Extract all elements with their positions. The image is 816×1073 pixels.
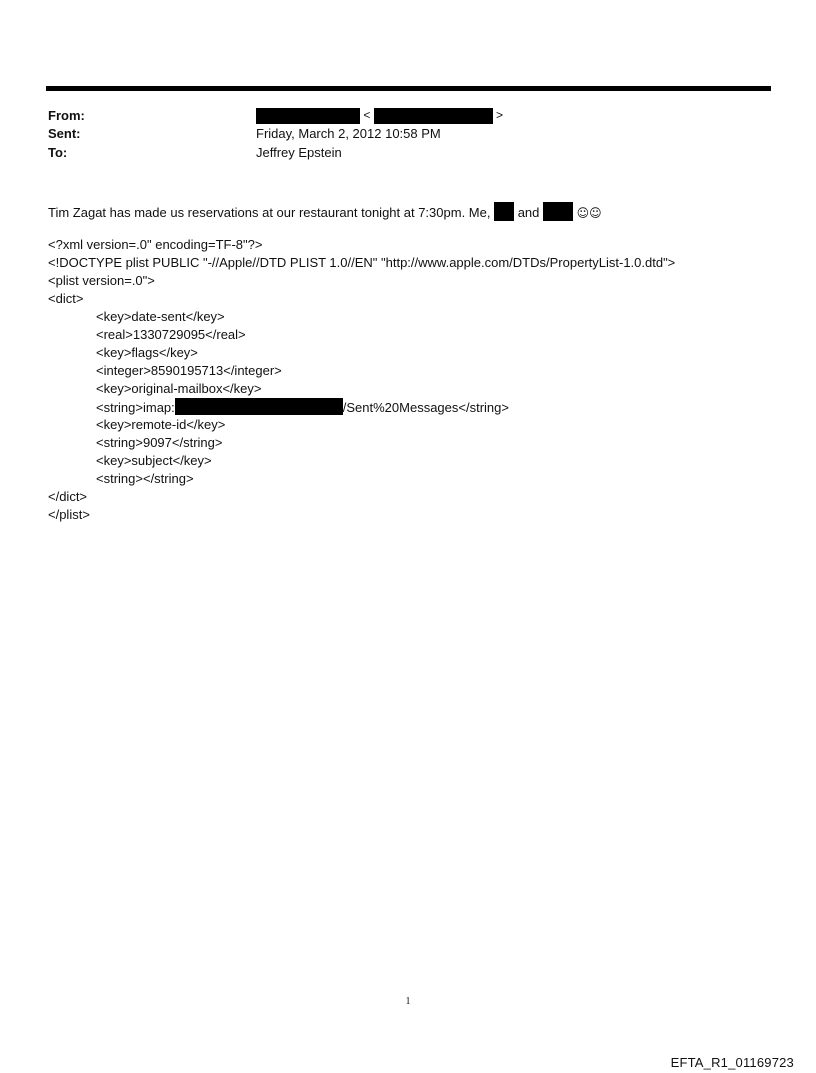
code-line: <real>1330729095</real> [96,327,246,342]
mailbox-suffix: /Sent%20Messages</string> [342,400,509,415]
mailbox-prefix: <string>imap: [96,400,175,415]
redaction-block [175,398,343,415]
code-line: <key>remote-id</key> [96,417,226,432]
page-number: 1 [405,996,411,1007]
code-line: <key>original-mailbox</key> [96,381,262,396]
redaction-block [256,108,360,124]
code-line: <!DOCTYPE plist PUBLIC "-//Apple//DTD PLIST 1.0//EN" "http://www.apple.com/DTDs/PropertyList-1.0.dtd"> [48,255,676,270]
code-line: <dict> [48,291,84,306]
from-open-bracket: < [363,108,371,122]
code-line: </dict> [48,489,88,504]
redaction-block [494,202,514,221]
sent-value: Friday, March 2, 2012 10:58 PM [256,126,441,141]
code-line-mailbox [48,398,675,416]
redaction-block [374,108,493,124]
code-line: <integer>8590195713</integer> [96,363,282,378]
code-line: <key>flags</key> [96,345,198,360]
code-line: <?xml version=.0" encoding=TF-8"?> [48,237,263,252]
document-id: EFTA_R1_01169723 [670,1055,794,1070]
from-close-bracket: > [496,108,504,122]
smiley-emoji: ☺☺ [576,206,602,220]
redaction-block [543,202,573,221]
from-value [256,107,503,124]
message-text [48,202,602,221]
header-rule [46,86,771,91]
message-text-and: and [514,205,543,220]
sent-label: Sent: [48,126,81,141]
code-line: <string>9097</string> [96,435,223,450]
code-line: <string></string> [96,471,194,486]
to-value: Jeffrey Epstein [256,145,342,160]
to-label: To: [48,145,68,160]
message-text-start: Tim Zagat has made us reservations at our restaurant tonight at 7:30pm. Me, [48,205,495,220]
code-line: <plist version=.0"> [48,273,155,288]
code-line: <key>date-sent</key> [96,309,225,324]
code-line: <key>subject</key> [96,453,212,468]
from-label: From: [48,108,85,123]
plist-code [48,236,675,524]
code-line: </plist> [48,507,90,522]
